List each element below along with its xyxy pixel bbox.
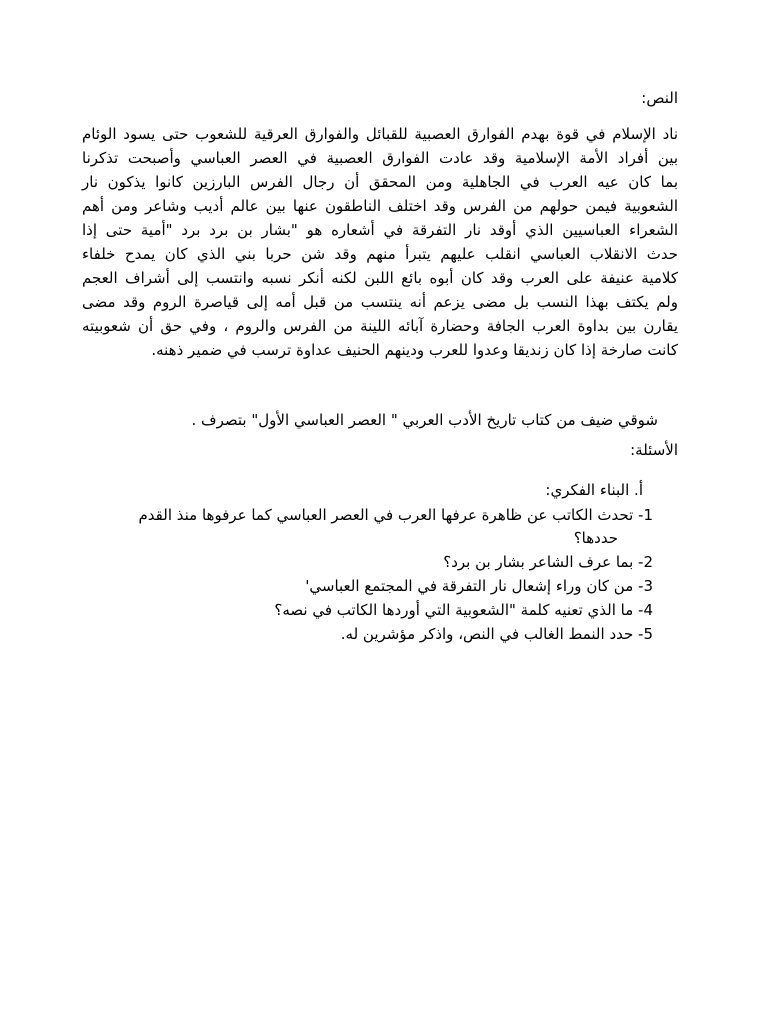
passage-line: كانت صارخة إذا كان زنديقا وعدوا للعرب ودينهم الحنيف عداوة ترسب في ضمير ذهنه.: [151, 341, 678, 359]
question-item: 3- من كان وراء إشعال نار التفرقة في المجتمع العباسي': [305, 577, 653, 595]
question-item: 1- تحدث الكاتب عن ظاهرة عرفها العرب في العصر العباسي كما عرفوها منذ القدم: [138, 506, 653, 524]
question-item: 2- بما عرف الشاعر بشار بن برد؟: [443, 553, 653, 571]
question-item: 5- حدد النمط الغالب في النص، واذكر مؤشرين له.: [340, 625, 653, 643]
passage-line: الشعراء العباسيين الذي أوقد نار التفرقة في أشعاره هو "بشار بن برد برد "أمية حتى إذا: [82, 221, 678, 239]
passage-line: كلامية عنيفة على العرب وقد كان أبوه بائع اللبن لكنه أنكر نسبه وانتسب إلى أشراف العجم: [82, 269, 678, 287]
question-item-continuation: حددها؟: [573, 529, 618, 547]
passage-line: ناد الإسلام في قوة بهدم الفوارق العصبية للقبائل والفوارق العرقية للشعوب حتى يسود الوئام: [82, 125, 678, 143]
questions-heading: الأسئلة:: [630, 441, 678, 459]
passage-line: بين أفراد الأمة الإسلامية وقد عادت الفوارق العصبية في العصر العباسي وأصبحت تذكرنا: [82, 149, 678, 167]
passage-line: يقارن بين بداوة العرب الجافة وحضارة آبائه اللينة من الفرس والروم ، وفي حق أن شعوبيته: [82, 317, 678, 335]
passage-line: بما كان عيه العرب في الجاهلية ومن المحقق أن رجال الفرس البارزين كانوا يذكون نار: [82, 173, 678, 191]
passage-line: ولم يكتف بهذا النسب بل مضى يزعم أنه ينتسب من قبل أمه إلى قياصرة الروم وقد مضى: [82, 293, 678, 311]
passage-line: حدث الانقلاب العباسي انقلب عليهم يتبرأ منهم وقد شن حربا بني الذي كان يمدح خلفاء: [82, 245, 678, 263]
text-heading: النص:: [641, 89, 678, 107]
section-title: أ. البناء الفكري:: [545, 481, 643, 499]
question-item: 4- ما الذي تعنيه كلمة "الشعوبية التي أوردها الكاتب في نصه؟: [274, 601, 653, 619]
source-citation: شوقي ضيف من كتاب تاريخ الأدب العربي " العصر العباسي الأول" بتصرف .: [191, 411, 658, 429]
passage-line: الشعوبية فيمن حولهم من الفرس وقد اختلف الناطقون عنها بين عالم أديب وشاعر ومن أهم: [82, 197, 678, 215]
